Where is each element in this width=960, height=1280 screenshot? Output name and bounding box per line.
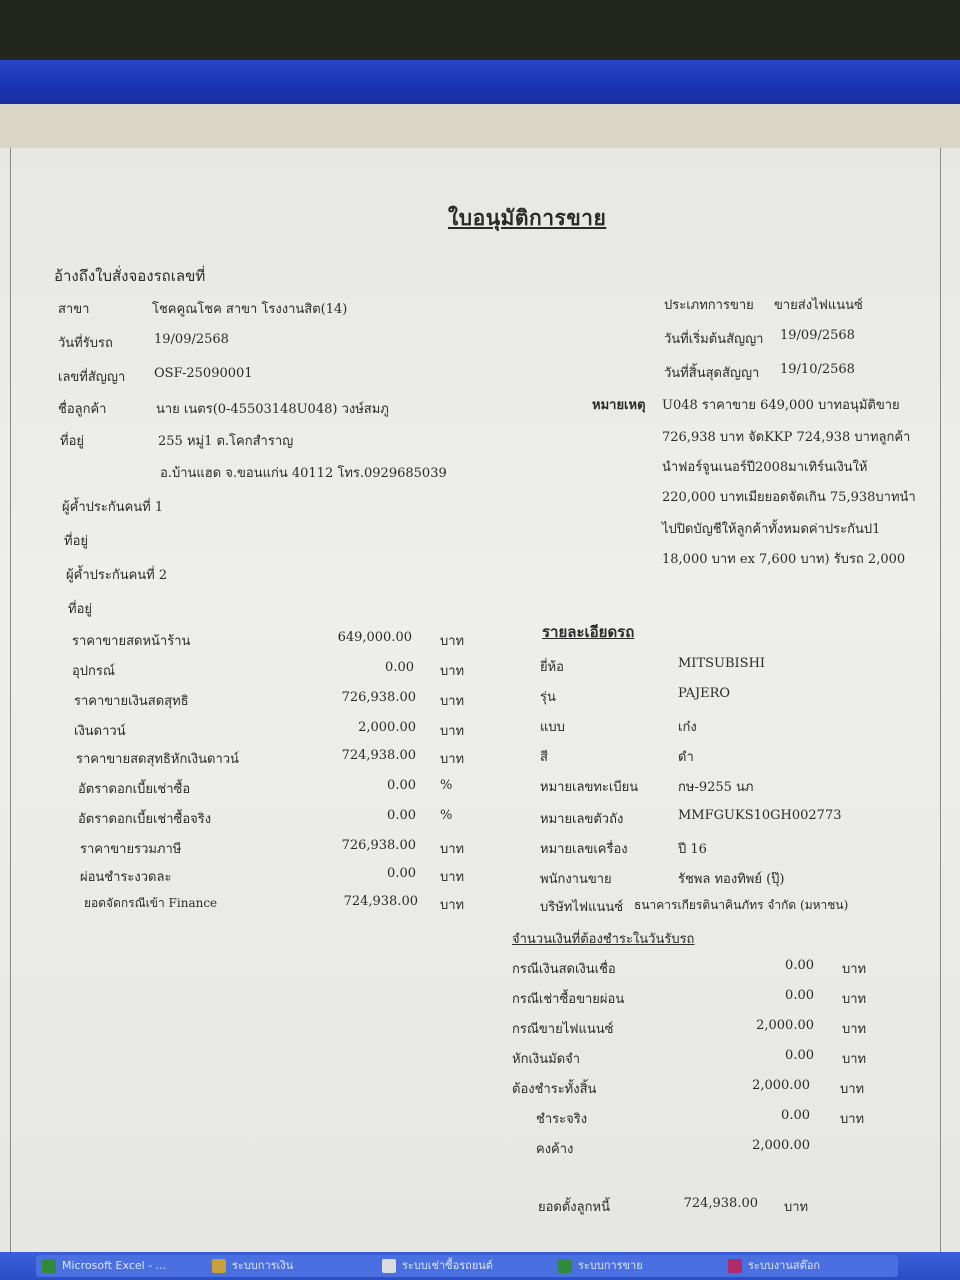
payment-value: 2,000.00 — [752, 1078, 810, 1093]
guarantor-2-label: ผู้ค้ำประกันคนที่ 2 — [66, 568, 168, 583]
price-unit: บาท — [440, 898, 465, 913]
contract-end-label: วันที่สิ้นสุดสัญญา — [664, 366, 760, 381]
guarantor-1-address-label: ที่อยู่ — [64, 534, 88, 549]
car-detail-label: พนักงานขาย — [540, 872, 612, 887]
price-label: เงินดาวน์ — [74, 724, 126, 739]
remark-line: 726,938 บาท จัดKKP 724,938 บาทลูกค้า — [662, 430, 911, 445]
price-unit: % — [440, 778, 453, 793]
price-unit: บาท — [440, 724, 465, 739]
car-detail-label: สี — [540, 750, 548, 765]
page-right-border — [940, 148, 941, 1252]
car-detail-value: เก๋ง — [678, 720, 697, 735]
price-unit: บาท — [440, 870, 465, 885]
price-value: 2,000.00 — [358, 720, 416, 735]
window-titlebar — [0, 60, 960, 104]
address-line-2: อ.บ้านแฮด จ.ขอนแก่น 40112 โทร.0929685039 — [160, 466, 447, 481]
price-unit: บาท — [440, 634, 465, 649]
price-value: 649,000.00 — [337, 630, 412, 645]
customer-value: นาย เนตร(0-45503148U048) วงษ์สมภู — [156, 402, 389, 417]
document-icon — [382, 1259, 396, 1273]
customer-label: ชื่อลูกค้า — [58, 402, 107, 417]
payment-value: 2,000.00 — [752, 1138, 810, 1153]
car-detail-label: แบบ — [540, 720, 565, 735]
payment-value: 0.00 — [781, 1108, 810, 1123]
guarantor-1-label: ผู้ค้ำประกันคนที่ 1 — [62, 500, 164, 515]
document-title: ใบอนุมัติการขาย — [448, 205, 607, 230]
car-detail-label: บริษัทไฟแนนซ์ — [540, 900, 624, 915]
payment-label: หักเงินมัดจำ — [512, 1052, 581, 1067]
price-unit: บาท — [440, 752, 465, 767]
remark-line: 220,000 บาทเมียยอดจัดเกิน 75,938บาทนำ — [662, 490, 916, 505]
excel-icon — [42, 1259, 56, 1273]
receive-date-value: 19/09/2568 — [154, 332, 229, 347]
windows-taskbar — [0, 1252, 960, 1280]
car-detail-value: MMFGUKS10GH002773 — [678, 808, 842, 823]
address-label: ที่อยู่ — [60, 434, 84, 449]
car-detail-value: MITSUBISHI — [678, 656, 766, 671]
contract-end-value: 19/10/2568 — [780, 362, 855, 377]
car-detail-value: ปี 16 — [678, 842, 707, 857]
payment-label: กรณีเช่าซื้อขายผ่อน — [512, 992, 625, 1007]
car-detail-value: PAJERO — [678, 686, 731, 701]
monitor-bezel — [0, 0, 960, 62]
address-line-1: 255 หมู่1 ต.โคกสำราญ — [158, 434, 294, 449]
price-label: ราคาขายรวมภาษี — [80, 842, 182, 857]
remark-label: หมายเหตุ — [592, 398, 646, 413]
payment-label: คงค้าง — [536, 1142, 574, 1157]
debt-label: ยอดตั้งลูกหนี้ — [538, 1200, 610, 1215]
contract-start-label: วันที่เริ่มต้นสัญญา — [664, 332, 764, 347]
car-detail-label: ยี่ห้อ — [540, 660, 564, 675]
taskbar-button-label: Microsoft Excel - ... — [62, 1259, 167, 1272]
price-label: อัตราดอกเบี้ยเช่าซื้อจริง — [78, 812, 212, 827]
receive-date-label: วันที่รับรถ — [58, 336, 113, 351]
remark-line: U048 ราคาขาย 649,000 บาทอนุมัติขาย — [662, 398, 900, 413]
taskbar-button-label: ระบบงานสต๊อก — [748, 1259, 820, 1272]
contract-start-value: 19/09/2568 — [780, 328, 855, 343]
contract-no-value: OSF-25090001 — [154, 366, 253, 381]
payment-unit: บาท — [842, 1052, 867, 1067]
payment-unit: บาท — [842, 962, 867, 977]
car-detail-label: หมายเลขทะเบียน — [540, 780, 639, 795]
reference-heading: อ้างถึงใบสั่งจองรถเลขที่ — [54, 267, 206, 285]
branch-value: โชคคูณโชค สาขา โรงงานสิต(14) — [152, 302, 348, 317]
payment-value: 2,000.00 — [756, 1018, 814, 1033]
window-toolbar — [0, 104, 960, 149]
car-detail-value: ธนาคารเกียรตินาคินภัทร จำกัด (มหาชน) — [634, 898, 849, 912]
payment-label: ชำระจริง — [536, 1112, 588, 1127]
price-label: ราคาขายเงินสดสุทธิ — [74, 694, 189, 709]
price-unit: % — [440, 808, 453, 823]
sale-type-value: ขายส่งไฟแนนซ์ — [774, 298, 863, 313]
remark-line: 18,000 บาท ex 7,600 บาท) รับรถ 2,000 — [662, 552, 906, 567]
payment-unit: บาท — [842, 1022, 867, 1037]
price-label: อัตราดอกเบี้ยเช่าซื้อ — [78, 782, 191, 797]
payment-label: กรณีเงินสดเงินเชื่อ — [512, 962, 616, 977]
price-label: อุปกรณ์ — [72, 664, 115, 679]
price-unit: บาท — [440, 842, 465, 857]
price-value: 0.00 — [387, 808, 416, 823]
price-value: 724,938.00 — [341, 748, 416, 763]
price-value: 724,938.00 — [343, 894, 418, 909]
payment-value: 0.00 — [785, 988, 814, 1003]
taskbar-button[interactable] — [552, 1255, 728, 1277]
taskbar-button[interactable] — [376, 1255, 562, 1277]
debt-value: 724,938.00 — [683, 1196, 758, 1211]
taskbar-button-label: ระบบเช่าซื้อรถยนต์ — [402, 1259, 493, 1272]
car-detail-value: ดำ — [678, 750, 694, 765]
payment-label: กรณีขายไฟแนนซ์ — [512, 1022, 614, 1037]
app-icon — [212, 1259, 226, 1273]
price-unit: บาท — [440, 694, 465, 709]
debt-unit: บาท — [784, 1200, 809, 1215]
car-detail-value: กษ-9255 นภ — [678, 780, 754, 795]
contract-no-label: เลขที่สัญญา — [58, 370, 126, 385]
price-value: 0.00 — [387, 866, 416, 881]
guarantor-2-address-label: ที่อยู่ — [68, 602, 92, 617]
taskbar-button-label: ระบบการเงิน — [232, 1259, 294, 1272]
taskbar-button-label: ระบบการขาย — [578, 1259, 643, 1272]
price-value: 0.00 — [387, 778, 416, 793]
payment-unit: บาท — [842, 992, 867, 1007]
payment-value: 0.00 — [785, 1048, 814, 1063]
car-detail-label: รุ่น — [540, 690, 556, 705]
price-value: 726,938.00 — [341, 838, 416, 853]
price-value: 726,938.00 — [341, 690, 416, 705]
price-label: ผ่อนชำระงวดละ — [80, 870, 172, 885]
car-detail-label: หมายเลขเครื่อง — [540, 842, 628, 857]
remark-line: นำฟอร์จูนเนอร์ปี2008มาเทิร์นเงินให้ — [662, 460, 868, 475]
taskbar-button[interactable] — [36, 1255, 212, 1277]
payment-section-title: จำนวนเงินที่ต้องชำระในวันรับรถ — [512, 932, 695, 947]
price-label: ยอดจัดกรณีเข้า Finance — [84, 896, 218, 910]
car-detail-value: รัชพล ทองทิพย์ (ปุ๊) — [678, 872, 785, 887]
price-label: ราคาขายสดสุทธิหักเงินดาวน์ — [76, 752, 239, 767]
taskbar-button[interactable] — [206, 1255, 382, 1277]
payment-unit: บาท — [840, 1082, 865, 1097]
taskbar-button[interactable] — [722, 1255, 898, 1277]
price-label: ราคาขายสดหน้าร้าน — [72, 634, 191, 649]
car-detail-label: หมายเลขตัวถัง — [540, 812, 624, 827]
page-left-border — [10, 148, 11, 1252]
sale-type-label: ประเภทการขาย — [664, 298, 754, 313]
price-value: 0.00 — [385, 660, 414, 675]
spreadsheet-icon — [558, 1259, 572, 1273]
payment-value: 0.00 — [785, 958, 814, 973]
payment-unit: บาท — [840, 1112, 865, 1127]
car-section-title: รายละเอียดรถ — [542, 623, 635, 641]
remark-line: ไปปิดบัญชีให้ลูกค้าทั้งหมดค่าประกันป1 — [662, 522, 881, 537]
app-icon — [728, 1259, 742, 1273]
payment-label: ต้องชำระทั้งสิ้น — [512, 1082, 597, 1097]
price-unit: บาท — [440, 664, 465, 679]
branch-label: สาขา — [58, 302, 90, 317]
